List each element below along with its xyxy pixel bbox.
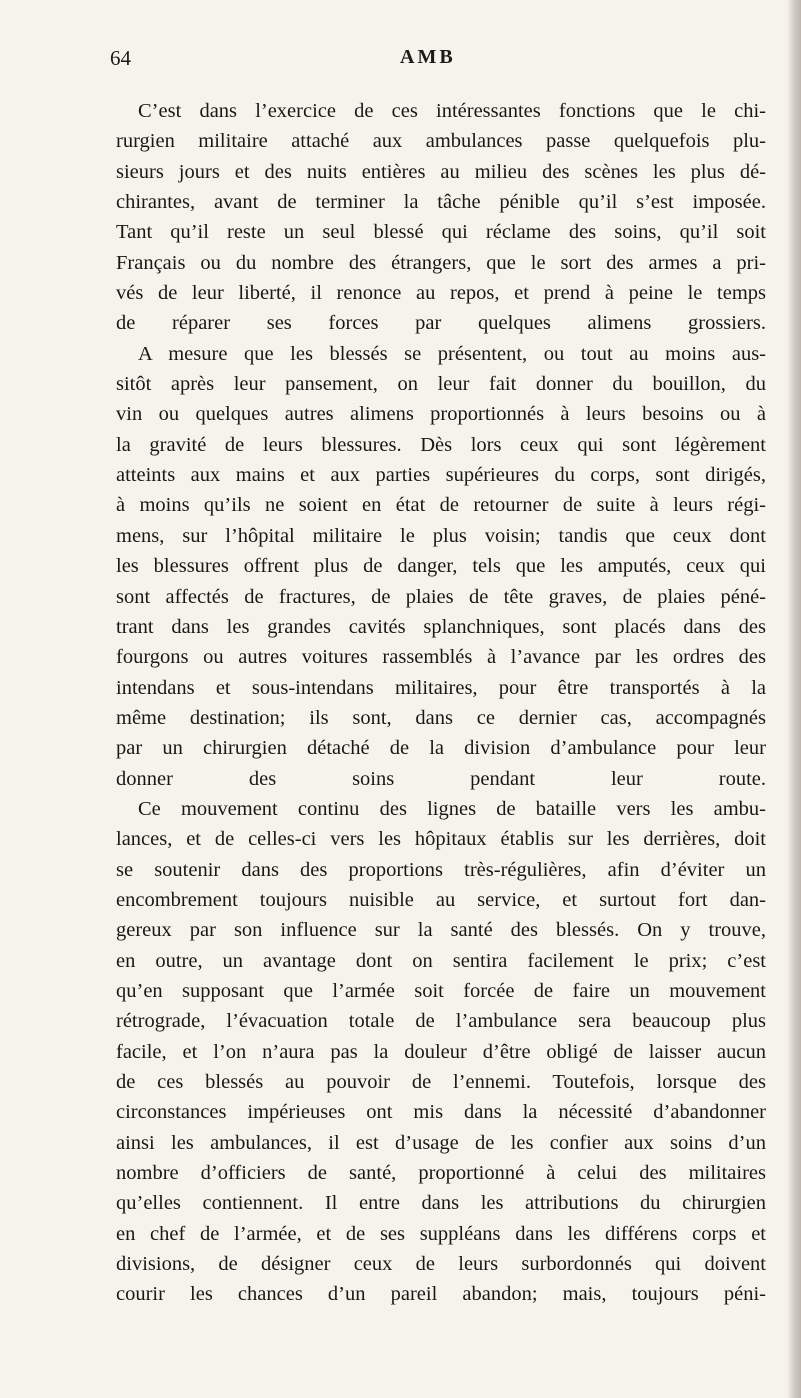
text-line: sieurs jours et des nuits entières au milieu des scènes les plus dé- <box>116 160 766 183</box>
text-line: donner des soins pendant leur route. <box>116 767 766 790</box>
text-line: par un chirurgien détaché de la division d’ambulance pour leur <box>116 737 766 760</box>
text-line: qu’en supposant que l’armée soit forcée de faire un mouvement <box>116 979 766 1002</box>
text-line: divisions, de désigner ceux de leurs surbordonnés qui doivent <box>116 1253 766 1276</box>
text-line: de réparer ses forces par quelques alimens grossiers. <box>116 312 766 335</box>
text-line: encombrement toujours nuisible au service, et surtout fort dan- <box>116 888 766 911</box>
paragraph <box>116 339 766 794</box>
text-line: facile, et l’on n’aura pas la douleur d’être obligé de laisser aucun <box>116 1040 766 1063</box>
text-line: atteints aux mains et aux parties supérieures du corps, sont dirigés, <box>116 464 766 487</box>
page-number: 64 <box>110 46 131 70</box>
text-line: Français ou du nombre des étrangers, que le sort des armes a pri- <box>116 251 766 274</box>
text-line: même destination; ils sont, dans ce dernier cas, accompagnés <box>116 706 766 729</box>
paragraph <box>116 96 766 339</box>
text-line: gereux par son influence sur la santé des blessés. On y trouve, <box>116 919 766 942</box>
text-line: courir les chances d’un pareil abandon; mais, toujours péni- <box>116 1283 766 1306</box>
text-line: lances, et de celles-ci vers les hôpitaux établis sur les derrières, doit <box>116 828 766 851</box>
text-line: circonstances impérieuses ont mis dans la nécessité d’abandonner <box>116 1101 766 1124</box>
text-line: la gravité de leurs blessures. Dès lors ceux qui sont légèrement <box>116 433 766 456</box>
text-line: fourgons ou autres voitures rassemblés à l’avance par les ordres des <box>116 646 766 669</box>
text-line: chirantes, avant de terminer la tâche pénible qu’il s’est imposée. <box>116 191 766 214</box>
text-line: A mesure que les blessés se présentent, ou tout au moins aus- <box>138 342 766 365</box>
text-line: à moins qu’ils ne soient en état de retourner de suite à leurs régi- <box>116 494 766 517</box>
text-line: sont affectés de fractures, de plaies de tête graves, de plaies péné- <box>116 585 766 608</box>
text-line: les blessures offrent plus de danger, tels que les amputés, ceux qui <box>116 555 766 578</box>
page-header <box>110 46 750 86</box>
text-line: mens, sur l’hôpital militaire le plus voisin; tandis que ceux dont <box>116 524 766 547</box>
text-line: C’est dans l’exercice de ces intéressantes fonctions que le chi- <box>138 100 766 122</box>
text-line: en chef de l’armée, et de ses suppléans dans les différens corps et <box>116 1222 766 1245</box>
text-line: vin ou quelques autres alimens proportionnés à leurs besoins ou à <box>116 403 766 426</box>
text-line: de ces blessés au pouvoir de l’ennemi. Toutefois, lorsque des <box>116 1071 766 1093</box>
text-line: en outre, un avantage dont on sentira facilement le prix; c’est <box>116 949 766 972</box>
text-line: ainsi les ambulances, il est d’usage de les confier aux soins d’un <box>116 1131 766 1154</box>
body-text <box>116 96 766 1310</box>
text-line: vés de leur liberté, il renonce au repos, et prend à peine le temps <box>116 282 766 305</box>
text-line: rétrograde, l’évacuation totale de l’ambulance sera beaucoup plus <box>116 1010 766 1033</box>
text-line: intendans et sous-intendans militaires, pour être transportés à la <box>116 676 766 699</box>
text-line: se soutenir dans des proportions très-régulières, afin d’éviter un <box>116 858 766 881</box>
text-line: rurgien militaire attaché aux ambulances passe quelquefois plu- <box>116 130 766 153</box>
running-head: AMB <box>400 46 456 68</box>
text-line: qu’elles contiennent. Il entre dans les attributions du chirurgien <box>116 1192 766 1215</box>
text-line: sitôt après leur pansement, on leur fait donner du bouillon, du <box>116 373 766 396</box>
text-line: trant dans les grandes cavités splanchniques, sont placés dans des <box>116 615 766 638</box>
text-line: nombre d’officiers de santé, proportionné à celui des militaires <box>116 1162 766 1185</box>
text-line: Tant qu’il reste un seul blessé qui réclame des soins, qu’il soit <box>116 221 766 244</box>
paragraph <box>116 794 766 1310</box>
text-line: Ce mouvement continu des lignes de bataille vers les ambu- <box>138 797 766 820</box>
page-edge-shadow <box>787 0 801 1398</box>
